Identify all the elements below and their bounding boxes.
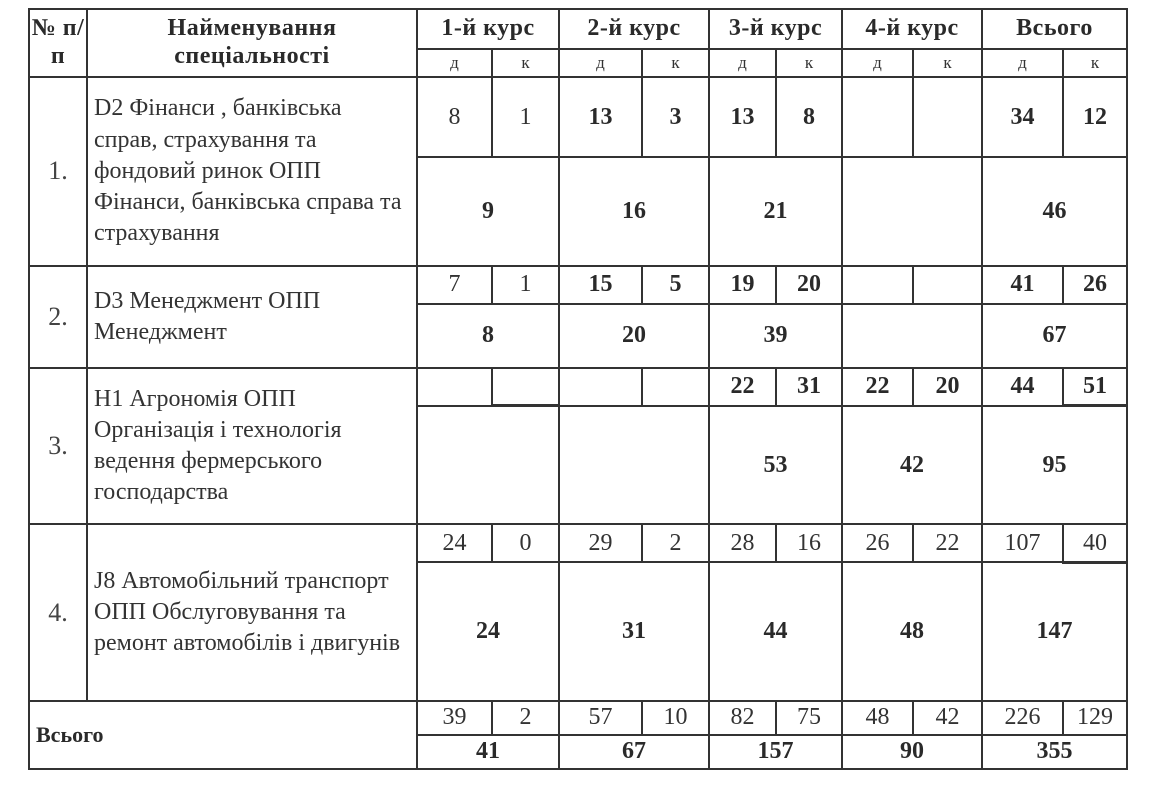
cell-d: 39 xyxy=(417,701,492,735)
cell-d xyxy=(559,368,642,406)
cell-sum: 39 xyxy=(709,304,842,368)
specialty-name: J8 Автомобільний транспорт ОПП Обслуговування та ремонт автомобілів і двигунів xyxy=(87,524,417,700)
cell-d xyxy=(842,266,913,304)
cell-d: 19 xyxy=(709,266,776,304)
cell-k: 16 xyxy=(776,524,842,562)
row-number: 1. xyxy=(29,77,87,265)
cell-k: 40 xyxy=(1063,524,1127,562)
table-row xyxy=(29,368,1127,406)
cell-d xyxy=(417,368,492,406)
cell-d: 15 xyxy=(559,266,642,304)
cell-k: 22 xyxy=(913,524,982,562)
header-row xyxy=(29,9,1127,49)
header-d: д xyxy=(709,49,776,77)
header-course-2: 2-й курс xyxy=(559,9,709,49)
header-d: д xyxy=(559,49,642,77)
cell-k xyxy=(913,77,982,157)
cell-sum: 48 xyxy=(842,562,982,700)
cell-sum: 355 xyxy=(982,735,1127,769)
cell-sum xyxy=(559,406,709,524)
cell-d: 24 xyxy=(417,524,492,562)
header-no: № п/п xyxy=(29,9,87,77)
cell-k: 26 xyxy=(1063,266,1127,304)
cell-d: 8 xyxy=(417,77,492,157)
row-number: 3. xyxy=(29,368,87,524)
cell-k: 10 xyxy=(642,701,709,735)
cell-k: 0 xyxy=(492,524,559,562)
row-number: 2. xyxy=(29,266,87,368)
cell-k: 1 xyxy=(492,77,559,157)
cell-k: 5 xyxy=(642,266,709,304)
cell-d: 34 xyxy=(982,77,1063,157)
header-d: д xyxy=(417,49,492,77)
specialty-name: Н1 Агрономія ОПП Організація і технологія ведення фермерського господарства xyxy=(87,368,417,524)
cell-k: 129 xyxy=(1063,701,1127,735)
cell-d: 57 xyxy=(559,701,642,735)
cell-sum: 53 xyxy=(709,406,842,524)
total-label: Всього xyxy=(29,701,417,769)
header-d: д xyxy=(842,49,913,77)
cell-sum: 44 xyxy=(709,562,842,700)
cell-sum: 67 xyxy=(982,304,1127,368)
cell-d: 22 xyxy=(709,368,776,406)
cell-sum: 8 xyxy=(417,304,559,368)
cell-sum: 46 xyxy=(982,157,1127,265)
cell-d: 44 xyxy=(982,368,1063,406)
table-row xyxy=(29,524,1127,562)
cell-sum: 41 xyxy=(417,735,559,769)
cell-k: 75 xyxy=(776,701,842,735)
specialty-name: D3 Менеджмент ОПП Менеджмент xyxy=(87,266,417,368)
cell-k: 2 xyxy=(492,701,559,735)
specialty-name: D2 Фінанси , банківська справ, страхування та фондовий ринок ОПП Фінанси, банківська справа та страхування xyxy=(87,77,417,265)
cell-k: 8 xyxy=(776,77,842,157)
cell-d: 22 xyxy=(842,368,913,406)
cell-sum: 9 xyxy=(417,157,559,265)
header-course-1: 1-й курс xyxy=(417,9,559,49)
cell-d xyxy=(842,77,913,157)
cell-d: 226 xyxy=(982,701,1063,735)
cell-k: 31 xyxy=(776,368,842,406)
header-k: к xyxy=(1063,49,1127,77)
header-course-3: 3-й курс xyxy=(709,9,842,49)
header-course-4: 4-й курс xyxy=(842,9,982,49)
cell-sum xyxy=(842,157,982,265)
cell-sum: 24 xyxy=(417,562,559,700)
header-specialty: Найменування спеціальності xyxy=(87,9,417,77)
cell-d: 29 xyxy=(559,524,642,562)
cell-d: 41 xyxy=(982,266,1063,304)
cell-d: 7 xyxy=(417,266,492,304)
cell-k: 3 xyxy=(642,77,709,157)
students-table xyxy=(28,8,1128,770)
cell-d: 82 xyxy=(709,701,776,735)
cell-k: 42 xyxy=(913,701,982,735)
table-row xyxy=(29,266,1127,304)
row-number: 4. xyxy=(29,524,87,700)
cell-k xyxy=(642,368,709,406)
cell-k: 2 xyxy=(642,524,709,562)
cell-k: 20 xyxy=(913,368,982,406)
cell-sum: 42 xyxy=(842,406,982,524)
cell-d: 48 xyxy=(842,701,913,735)
cell-sum: 21 xyxy=(709,157,842,265)
header-total: Всього xyxy=(982,9,1127,49)
cell-sum: 31 xyxy=(559,562,709,700)
cell-sum xyxy=(417,406,559,524)
cell-sum: 95 xyxy=(982,406,1127,524)
cell-sum: 16 xyxy=(559,157,709,265)
total-row xyxy=(29,701,1127,735)
header-k: к xyxy=(642,49,709,77)
cell-k: 51 xyxy=(1063,368,1127,406)
cell-d: 107 xyxy=(982,524,1063,562)
cell-sum: 20 xyxy=(559,304,709,368)
cell-sum: 90 xyxy=(842,735,982,769)
cell-d: 28 xyxy=(709,524,776,562)
table-row xyxy=(29,77,1127,157)
cell-sum: 147 xyxy=(982,562,1127,700)
cell-k: 1 xyxy=(492,266,559,304)
cell-sum: 67 xyxy=(559,735,709,769)
header-k: к xyxy=(776,49,842,77)
header-k: к xyxy=(492,49,559,77)
cell-k: 12 xyxy=(1063,77,1127,157)
cell-k xyxy=(913,266,982,304)
header-d: д xyxy=(982,49,1063,77)
cell-d: 26 xyxy=(842,524,913,562)
cell-k xyxy=(492,368,559,406)
cell-k: 20 xyxy=(776,266,842,304)
cell-sum xyxy=(842,304,982,368)
header-k: к xyxy=(913,49,982,77)
cell-sum: 157 xyxy=(709,735,842,769)
cell-d: 13 xyxy=(709,77,776,157)
cell-d: 13 xyxy=(559,77,642,157)
